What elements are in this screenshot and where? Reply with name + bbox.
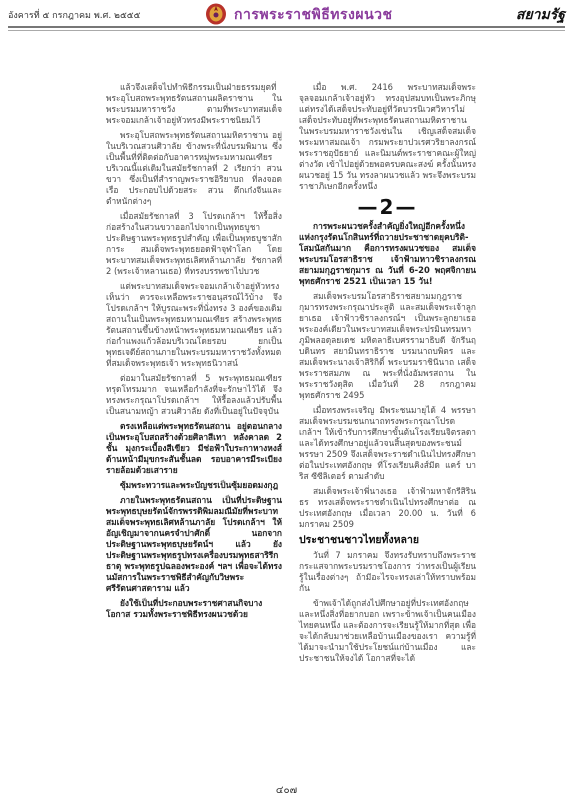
royal-emblem-icon: [203, 2, 229, 26]
section-heading: ประชาชนชาวไทยทั้งหลาย: [299, 534, 419, 546]
paragraph: การพระผนวชครั้งสำคัญยิ่งใหญ่อีกครั้งหนึ่งแห่งกรุงรัตนโกสินทร์ที่ถวายประชาชาดยุคบริติ-โสมนัสกันมาก คือการทรงผนวชของ สมเด็จพระบรมโอรสาธิราช เจ้าฟ้ามหาวชิราลงกรณ สยามมกุฎราชกุมาร ณ วันที่ 6-20 พฤศจิกายน พุทธศักราช 2521 เป็นเวลา 15 วัน!: [299, 221, 476, 286]
page-header: [0, 0, 573, 26]
paragraph: สมเด็จพระเจ้าพี่นางเธอ เจ้าฟ้ามหาจักรีสิรินธร ทรงเสด็จพระราชดำเนินไปทรงศึกษาต่อ ณ ประเทศอังกฤษ เมื่อเวลา 20.00 น. วันที่ 6 มกราคม 2509: [299, 486, 476, 529]
paragraph: ซุ้มพระทวารและพระบัญชรเป็นซุ้มยอดมงกุฎ: [120, 480, 279, 490]
left-column: [106, 82, 282, 624]
paragraph: เมื่อทรงพระเจริญ มีพระชนมายุได้ 4 พรรษา สมเด็จพระบรมชนกนาถทรงพระกรุณาโปรดเกล้าฯ ให้เข้ารับการศึกษาขั้นต้นโรงเรียนจิตรลดา และได้ทรงศึกษาอยู่แล้วจนสิ้นสุดของพระชนม์พรรษา 2509 จึงเสด็จพระราชดำเนินไปทรงศึกษาต่อในประเทศอังกฤษ ที่โรงเรียนคิงส์มีด แคร์ บาริส ซีซีลิเตอร์ ตามลำดับ: [299, 405, 476, 481]
header-title: การพระราชพิธีทรงผนวช: [234, 7, 393, 23]
newspaper-brand: สยามรัฐ: [515, 7, 565, 23]
paragraph: ต่อมาในสมัยรัชกาลที่ 5 พระพุทธมณเฑียรทรุดโทรมมาก จนเหลือกำลังที่จะรักษาไว้ได้ จึงทรงพระกรุณาโปรดเกล้าฯ ให้รื้อลงแล้วปรับพื้นเป็นสนามหญ้า สวนศิวาลัย ดังที่เป็นอยู่ในปัจจุบัน: [106, 373, 282, 416]
header-divider-thin: [8, 30, 565, 31]
page-number: ๔๐๗: [275, 785, 298, 796]
right-column: [299, 82, 476, 668]
paragraph: เมื่อสมัยรัชกาลที่ 3 โปรดเกล้าฯ ให้รื้อสิ่งก่อสร้างในสวนขวาออกไปจากเป็นพุทธบูชาประดิษฐานพระพุทธรูปสำคัญ เพื่อเป็นพุทธบูชาสักการะ สมเด็จพระพุทธยอดฟ้าจุฬาโลก โดยพระบาทสมเด็จพระพุทธเลิศหล้านภาลัย รัชกาลที่ 2 (พระเจ้าหลานเธอ) ที่ทรงบรรพชาไปบวช: [106, 211, 282, 276]
header-date: อังคารที่ ๕ กรกฎาคม พ.ศ. ๒๕๕๕: [8, 11, 141, 21]
paragraph: ยังใช้เป็นที่ประกอบพระราชศาสนกิจบางโอกาส รวมทั้งพระราชพิธีทรงผนวชด้วย: [106, 598, 263, 619]
paragraph: สมเด็จพระบรมโอรสาธิราชสยามมกุฎราชกุมารทรงพระกรุณาประสูติ และสมเด็จพระเจ้าลูกยาเธอ เจ้าฟ้าวชิราลงกรณ์ฯ เป็นพระลูกยาเธอพระองค์เดียวในพระบาทสมเด็จพระปรมินทรมหาภูมิพลอดุลยเดช มหิตลาธิเบศรรามาธิบดี จักรีนฤบดินทร สยามินทราธิราช บรมนาถบพิตร และสมเด็จพระนางเจ้าสิริกิติ์ พระบรมราชินีนาถ เสด็จพระราชสมภพ ณ พระที่นั่งอัมพรสถาน ในพระราชวังดุสิต เมื่อวันที่ 28 กรกฎาคม พุทธศักราช 2495: [299, 291, 476, 400]
paragraph: ตรงเหลือแต่พระพุทธรัตนสถาน อยู่ตอนกลาง เป็นพระอุโบสถสร้างด้วยศิลาสีเทา หลังคาลด 2 ชั้น มุงกระเบื้องสีเขียว มีช่อฟ้าใบระกาหางหงส์ ด้านหน้ามีมุขกระสันชั้นลด รอบอาคารมีระเบียงรายล้อมด้วยเสาราย: [106, 421, 282, 475]
section-number: —2—: [357, 195, 418, 219]
paragraph: ข้าพเจ้าได้ถูกส่งไปศึกษาอยู่ที่ประเทศอังกฤษ และหนึ่งสิ่งที่อยากบอก เพราะข้าพเจ้าเป็นคนเมืองไทยคนหนึ่ง และต้องการจะเรียนรู้ให้มากที่สุด เพื่อจะได้กลับมาช่วยเหลือบ้านเมืองของเรา ความรู้ที่ได้มาจะนำมาใช้ประโยชน์แก่บ้านเมือง และประชาชนให้จงได้ โอกาสที่จะได้: [299, 598, 476, 663]
paragraph: วันที่ 7 มกราคม จึงทรงรับทราบถึงพระราชกระแสจากพระบรมราชโองการ ว่าทรงเป็นผู้เรียนรู้ในเรื่องต่างๆ ถ้ามีอะไรจะทรงเล่าให้ทราบพร้อมกัน: [299, 550, 476, 593]
paragraph: ภายในพระพุทธรัตนสถาน เป็นที่ประดิษฐานพระพุทธบุษยรัตน์จักรพรรดิพิมลมณีมัยที่พระบาทสมเด็จพระพุทธเลิศหล้านภาลัย โปรดเกล้าฯ ให้อัญเชิญมาจากนครจำปาศักดิ์ นอกจากประดิษฐานพระพุทธบุษยรัตน์ฯ แล้ว ยังประดิษฐานพระพุทธรูปทรงเครื่องบรมพุทธสาริรีกธาตุ พระพุทธรูปฉลองพระองค์ ฯลฯ เพื่อจะได้ทรงนมัสการในพระราชพิธีสำคัญกับวิษพระศรีรัตนศาสดาราม แล้ว: [106, 495, 282, 593]
paragraph: แต่พระบาทสมเด็จพระจอมเกล้าเจ้าอยู่หัวทรงเห็นว่า ควรจะเหลือพระราชอนุสรณ์ไว้บ้าง จึงโปรดเกล้าฯ ให้บูรณะพระที่นั่งทรง 3 องค์ของเดิม สถานในเป็นพระพุทธมหามณเฑียร สร้างพระพุทธรัตนสถานขึ้นข้างหน้าพระพุทธมหามณเฑียร แล้วก่อกำแพงแก้วล้อมบริเวณโดยรอบ ยกเป็นพุทธเจดีย์สถานภายในพระบรมมหาราชวังทั้งหมดที่สมเด็จพระพุทธเจ้า พระพุทธนิวาสน์: [106, 281, 282, 368]
paragraph: เมื่อ พ.ศ. 2416 พระบาทสมเด็จพระจุลจอมเกล้าเจ้าอยู่หัว ทรงอุปสมบทเป็นพระภิกษุ แต่ทรงได้เสด็จประทับอยู่ที่วัดบวรนิเวศวิหารไม่เสด็จประทับอยู่ที่พระพุทธรัตนสถานมหิตราชานในพระบรมมหาราชวังเช่นใน เชิญเสด็จสมเด็จพระมหาสมณเจ้า กรมพระยาปวเรศวริยาลงกรณ์ พระราชอุปัธยาย์ และนิมนต์พระราชาคณะผู้ใหญ่ต่างวัด เข้าไปอยู่ด้วยพอครบคณะสงฆ์ ครั้งนั้นทรงผนวชอยู่ 15 วัน ทรงลาผนวชแล้ว พระจึงพระบรมราชาภิเษกอีกครั้งหนึ่ง: [299, 82, 476, 191]
header-divider: [8, 26, 565, 28]
paragraph: พระอุโบสถพระพุทธรัตนสถานมหิตราชาน อยู่ในบริเวณสวนศิวาลัย ข้างพระที่นั่งบรมพิมาน ซึ่งเป็นพื้นที่ที่ติดต่อกับอาคารหมู่พระมหามณเฑียร บริเวณนี้แต่เดิมในสมัยรัชกาลที่ 2 เรียกว่า สวนขวา ซึ่งเป็นที่สำราญพระราชอิริยาบถ ที่ลงจอดเรือ ประกอบไปด้วยสระ สวน ตึกเก๋งจีนและตำหนักต่างๆ: [106, 130, 282, 206]
paragraph: แล้วจึงเสด็จไปทำพิธีกรรมเป็นฝ่ายธรรมยุตที่พระอุโบสถพระพุทธรัตนสถานผลิตราชาน ในพระบรมมหาราชวัง ตามที่พระบาทสมเด็จพระจอมเกล้าเจ้าอยู่หัวทรงมีพระราชนิยมไว้: [106, 82, 282, 125]
